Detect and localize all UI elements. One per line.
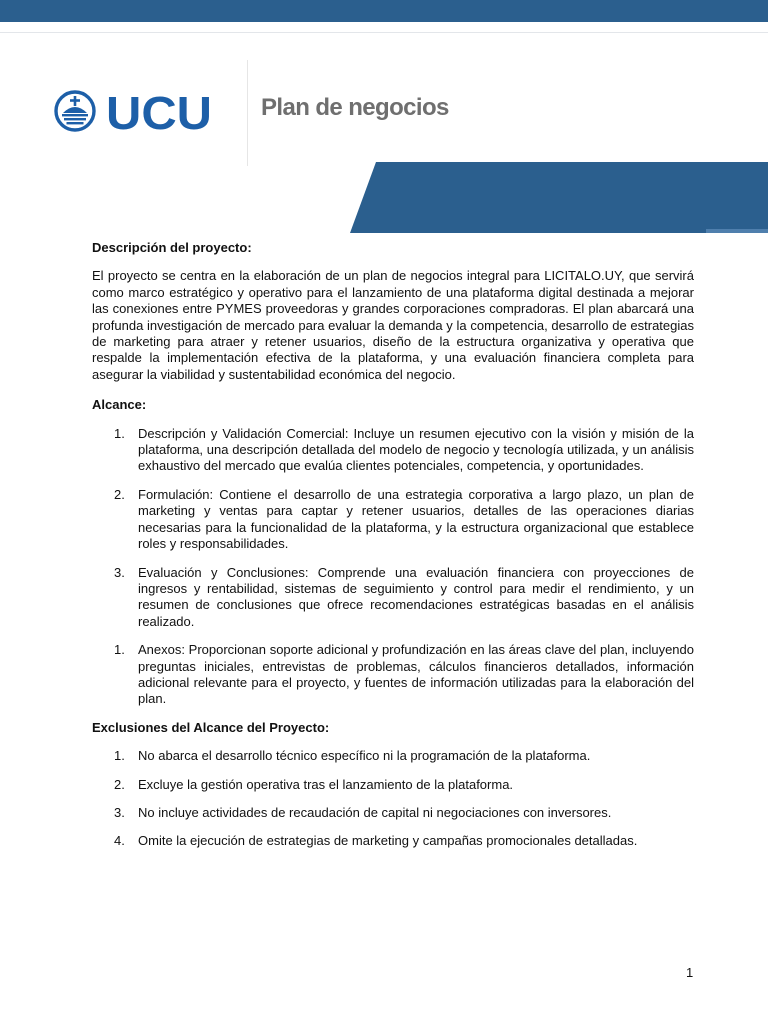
list-item bbox=[92, 565, 694, 631]
header-slant-band bbox=[340, 162, 768, 233]
list-text: Omite la ejecución de estrategias de marketing y campañas promocionales detalladas. bbox=[138, 833, 638, 849]
section-heading-alcance: Alcance: bbox=[92, 397, 147, 413]
list-text: Formulación: Contiene el desarrollo de una estrategia corporativa a largo plazo, un plan de marketing y ventas para captar y retener usuarios, detalles de las operaciones diarias necesarias para la funcionalidad de la plataforma, y la estructura organizacional que establece roles y responsabilidades. bbox=[138, 486, 694, 552]
section-heading-exclusiones: Exclusiones del Alcance del Proyecto: bbox=[92, 719, 330, 735]
list-text: Excluye la gestión operativa tras el lanzamiento de la plataforma. bbox=[138, 776, 514, 792]
list-number: 2. bbox=[114, 776, 125, 792]
list-item bbox=[92, 833, 694, 849]
list-number: 1. bbox=[114, 425, 125, 441]
ucu-logo bbox=[54, 84, 216, 138]
section-paragraph-descripcion: El proyecto se centra en la elaboración de un plan de negocios integral para LICITALO.UY, que servirá como marco estratégico y operativo para el lanzamiento de una plataforma digital destinada a mejorar las conexiones entre PYMES proveedoras y grandes corporaciones compradoras. El plan abarcará una profunda investigación de mercado para evaluar la demanda y la competencia, desarrollo de estrategias de marketing para atraer y retener usuarios, diseño de la estructura organizativa y operativa que respalde la implementación efectiva de la plataforma, y una evaluación financiera completa para asegurar la viabilidad y sustentabilidad económica del negocio. bbox=[92, 268, 694, 382]
list-text: Descripción y Validación Comercial: Incluye un resumen ejecutivo con la visión y misión de la plataforma, una descripción detallada del modelo de negocio y tecnología utilizada, y un análisis exhaustivo del mercado que evalúa clientes potenciales, competencia, y oportunidades. bbox=[138, 425, 694, 474]
exclusiones-list bbox=[92, 748, 694, 850]
list-number: 3. bbox=[114, 564, 125, 580]
header-top-bar bbox=[0, 0, 768, 22]
list-text: Anexos: Proporcionan soporte adicional y profundización en las áreas clave del plan, incluyendo preguntas iniciales, entrevistas de problemas, cálculos financieros detallados, información adicional relevante para el proyecto, y fuentes de información utilizadas para la elaboración del plan. bbox=[138, 642, 694, 707]
alcance-list bbox=[92, 426, 694, 708]
list-item bbox=[92, 777, 694, 793]
header-divider bbox=[247, 60, 248, 166]
list-number: 4. bbox=[114, 833, 125, 849]
ucu-emblem-icon bbox=[56, 92, 94, 130]
section-heading-descripcion: Descripción del proyecto: bbox=[92, 240, 252, 255]
list-item bbox=[92, 642, 694, 708]
document-title: Plan de negocios bbox=[261, 94, 449, 121]
page-number: 1 bbox=[686, 965, 694, 980]
list-item bbox=[92, 487, 694, 553]
list-number: 1. bbox=[114, 642, 125, 658]
list-text: No abarca el desarrollo técnico específico ni la programación de la plataforma. bbox=[138, 748, 591, 764]
list-number: 2. bbox=[114, 486, 125, 502]
list-item bbox=[92, 748, 694, 764]
list-item bbox=[92, 805, 694, 821]
list-text: No incluye actividades de recaudación de capital ni negociaciones con inversores. bbox=[138, 804, 612, 820]
list-text: Evaluación y Conclusiones: Comprende una evaluación financiera con proyecciones de ingresos y rentabilidad, sistemas de seguimiento y control para medir el rendimiento, y un resumen de conclusiones que ofrece recomendaciones estratégicas basadas en el análisis realizado. bbox=[138, 564, 694, 629]
list-number: 1. bbox=[114, 748, 125, 764]
document-body bbox=[92, 240, 694, 862]
list-number: 3. bbox=[114, 804, 125, 820]
header-rule bbox=[0, 32, 768, 33]
list-item bbox=[92, 426, 694, 475]
ucu-logo-text: UCU bbox=[106, 87, 212, 138]
